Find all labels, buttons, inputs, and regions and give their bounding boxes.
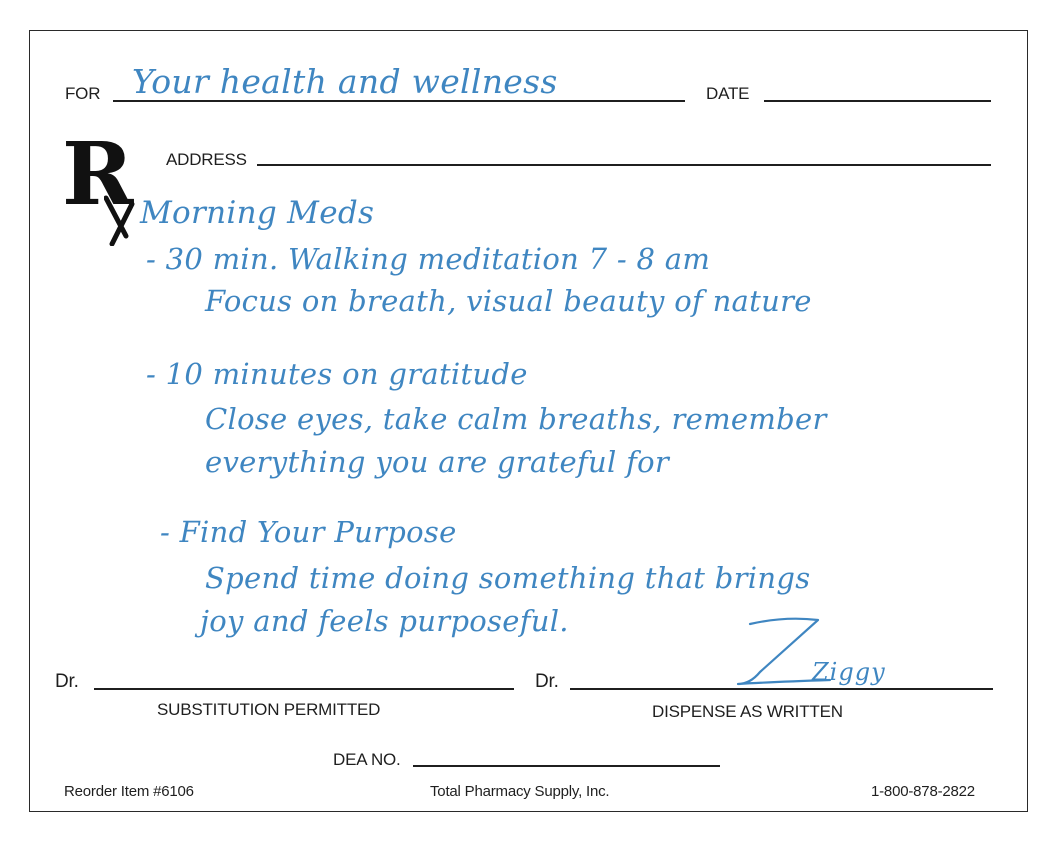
item1-title: - 30 min. Walking meditation 7 - 8 am (146, 242, 711, 276)
dr-label-left: Dr. (55, 671, 79, 692)
item3-title: - Find Your Purpose (160, 515, 457, 549)
item1-detail: Focus on breath, visual beauty of nature (205, 284, 812, 318)
date-line (764, 100, 991, 102)
item3-detail-line1: Spend time doing something that brings (205, 561, 811, 595)
rx-tail-icon (104, 190, 144, 246)
address-line (257, 164, 991, 166)
dea-label: DEA NO. (333, 750, 401, 769)
item2-detail-line2: everything you are grateful for (205, 445, 670, 479)
address-label: ADDRESS (166, 150, 247, 169)
dispense-as-written: DISPENSE AS WRITTEN (652, 702, 843, 721)
dr-line-left (94, 688, 514, 690)
dea-line (413, 765, 720, 767)
phone-number: 1-800-878-2822 (871, 783, 975, 800)
substitution-permitted: SUBSTITUTION PERMITTED (157, 700, 381, 719)
item2-title: - 10 minutes on gratitude (146, 357, 528, 391)
rx-symbol-icon: R (62, 124, 134, 225)
heading-morning-meds: Morning Meds (140, 195, 375, 231)
reorder-item: Reorder Item #6106 (64, 783, 194, 800)
for-value: Your health and wellness (132, 62, 558, 101)
item3-detail-line2: joy and feels purposeful. (200, 604, 569, 638)
company-name: Total Pharmacy Supply, Inc. (430, 783, 610, 800)
date-label: DATE (706, 84, 750, 103)
signature: Ziggy (812, 658, 886, 686)
for-label: FOR (65, 84, 101, 103)
item2-detail-line1: Close eyes, take calm breaths, remember (205, 402, 827, 436)
dr-label-right: Dr. (535, 671, 559, 692)
